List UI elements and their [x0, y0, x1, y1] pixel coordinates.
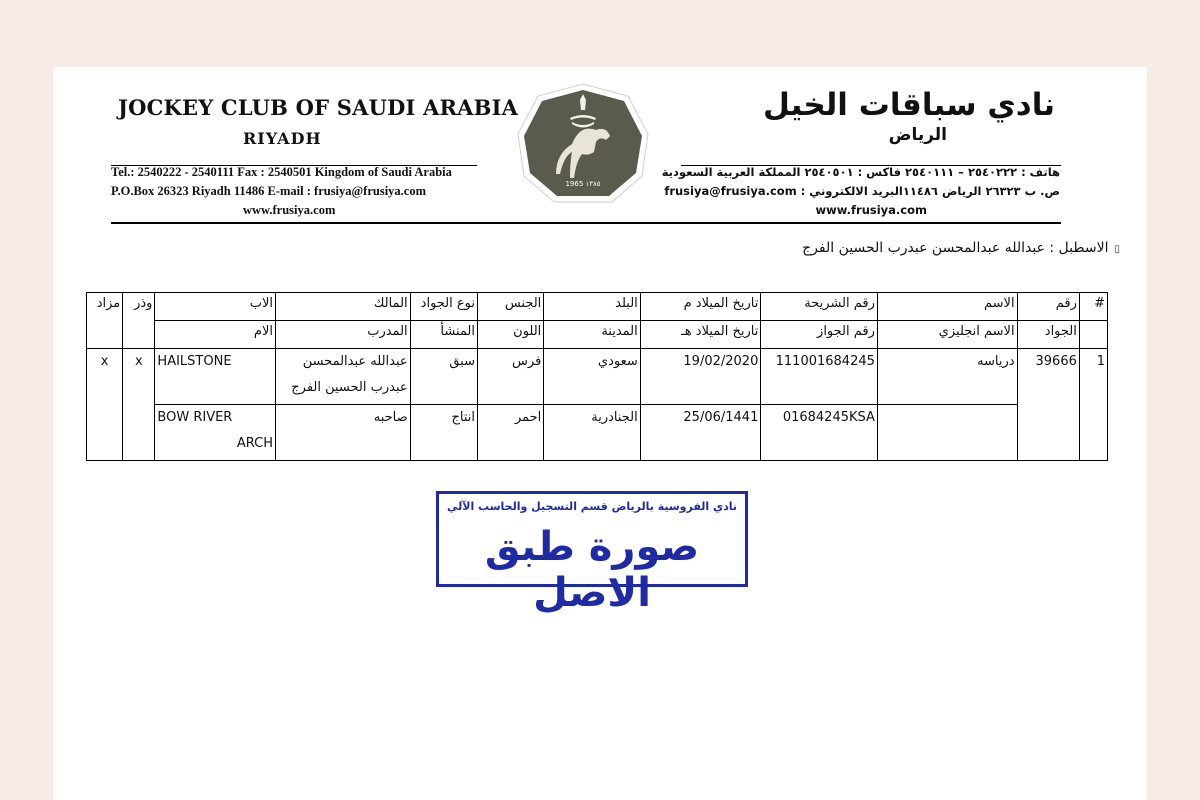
letterhead-english-contact: Tel.: 2540222 - 2540111 Fax : 2540501 Kingdom of Saudi Arabia [111, 165, 452, 179]
header-wathr: وذر [123, 293, 155, 349]
logo-years: 1965 ١٣٨٥ [565, 180, 601, 188]
cell-dam-line-1: BOW RIVER [157, 410, 233, 425]
letterhead-english-web: www.frusiya.com [243, 203, 336, 217]
cell-owner-line-2: عبدرب الحسين الفرج [291, 380, 408, 395]
table-header-row-1 [87, 293, 1108, 321]
stable-owner-line [802, 240, 1120, 256]
header-name: الاسم [877, 293, 1017, 321]
table-header-row-2 [87, 321, 1108, 349]
cell-dam [155, 405, 276, 461]
header-origin: المنشأ [410, 321, 477, 349]
header-horse-type: نوع الجواد [410, 293, 477, 321]
table-row [87, 405, 1108, 461]
stamp-true-copy-text: صورة طبق الاصل [484, 524, 700, 616]
header-number: رقم [1017, 293, 1079, 321]
header-english-name: الاسم انجليزي [877, 321, 1017, 349]
letterhead-arabic-title: نادي سباقات الخيل [763, 87, 1055, 123]
letterhead-bottom-rule [111, 222, 1061, 224]
cell-owner [276, 349, 411, 405]
cell-owner-line-1: عبدالله عبدالمحسن [302, 354, 408, 369]
letterhead-english-city: RIYADH [243, 129, 322, 148]
cell-sex: فرس [477, 349, 543, 405]
stamp-organization: نادي الفروسية بالرياض [611, 500, 737, 513]
cell-country: سعودي [544, 349, 640, 405]
stamp-department: قسم التسجيل والحاسب الآلي [447, 500, 608, 513]
placeholder-glyph-icon: ▯ [1114, 244, 1120, 255]
cell-english-name [877, 405, 1017, 461]
cell-passport: 01684245KSA [761, 405, 878, 461]
letterhead-english-pobox: P.O.Box 26323 Riyadh 11486 E-mail : frusiya@frusiya.com [111, 184, 426, 198]
header-color: اللون [477, 321, 543, 349]
letterhead [53, 67, 1147, 232]
header-owner: المالك [276, 293, 411, 321]
cell-chip: 111001684245 [761, 349, 878, 405]
jockey-club-logo [516, 82, 650, 206]
header-city: المدينة [544, 321, 640, 349]
header-index-blank [1079, 321, 1107, 349]
letterhead-arabic-contact: هاتف : ٢٥٤٠٢٢٢ – ٢٥٤٠١١١ فاكس : ٢٥٤٠٥٠١ المملكة العربية السعودية [661, 165, 1060, 179]
header-dob-gregorian: تاريخ الميلاد م [640, 293, 761, 321]
cell-index: 1 [1079, 349, 1107, 461]
letterhead-arabic-city: الرياض [888, 125, 947, 145]
cell-auction: x [87, 349, 123, 461]
cell-number: 39666 [1017, 349, 1079, 461]
cell-wathr: x [123, 349, 155, 461]
horse-registration-table [86, 292, 1108, 461]
header-dam: الام [155, 321, 276, 349]
cell-trainer: صاحبه [276, 405, 411, 461]
header-passport: رقم الجواز [761, 321, 878, 349]
stable-owner-text: الاسطبل : عبدالله عبدالمحسن عبدرب الحسين الفرج [802, 240, 1109, 256]
header-horse: الجواد [1017, 321, 1079, 349]
header-chip: رقم الشريحة [761, 293, 878, 321]
true-copy-stamp [436, 491, 748, 616]
cell-city: الجنادرية [544, 405, 640, 461]
cell-dam-line-2: ARCH [236, 436, 273, 451]
header-country: البلد [544, 293, 640, 321]
header-trainer: المدرب [276, 321, 411, 349]
cell-name: درياسه [877, 349, 1017, 405]
cell-dob-hijri: 25/06/1441 [640, 405, 761, 461]
letterhead-arabic-web: www.frusiya.com [815, 203, 927, 217]
cell-horse-type: سبق [410, 349, 477, 405]
header-sex: الجنس [477, 293, 543, 321]
header-sire: الاب [155, 293, 276, 321]
table-row [87, 349, 1108, 405]
letterhead-english-title: JOCKEY CLUB OF SAUDI ARABIA [118, 95, 519, 120]
cell-sire: HAILSTONE [155, 349, 276, 405]
header-dob-hijri: تاريخ الميلاد هـ [640, 321, 761, 349]
cell-color: احمر [477, 405, 543, 461]
cell-origin: انتاج [410, 405, 477, 461]
header-auction: مزاد [87, 293, 123, 349]
cell-dob-gregorian: 19/02/2020 [640, 349, 761, 405]
document-sheet [53, 67, 1147, 800]
letterhead-arabic-pobox: ص. ب ٢٦٣٢٣ الرياض ١١٤٨٦البريد الالكتروني : frusiya@frusiya.com [664, 184, 1060, 198]
header-index: # [1079, 293, 1107, 321]
